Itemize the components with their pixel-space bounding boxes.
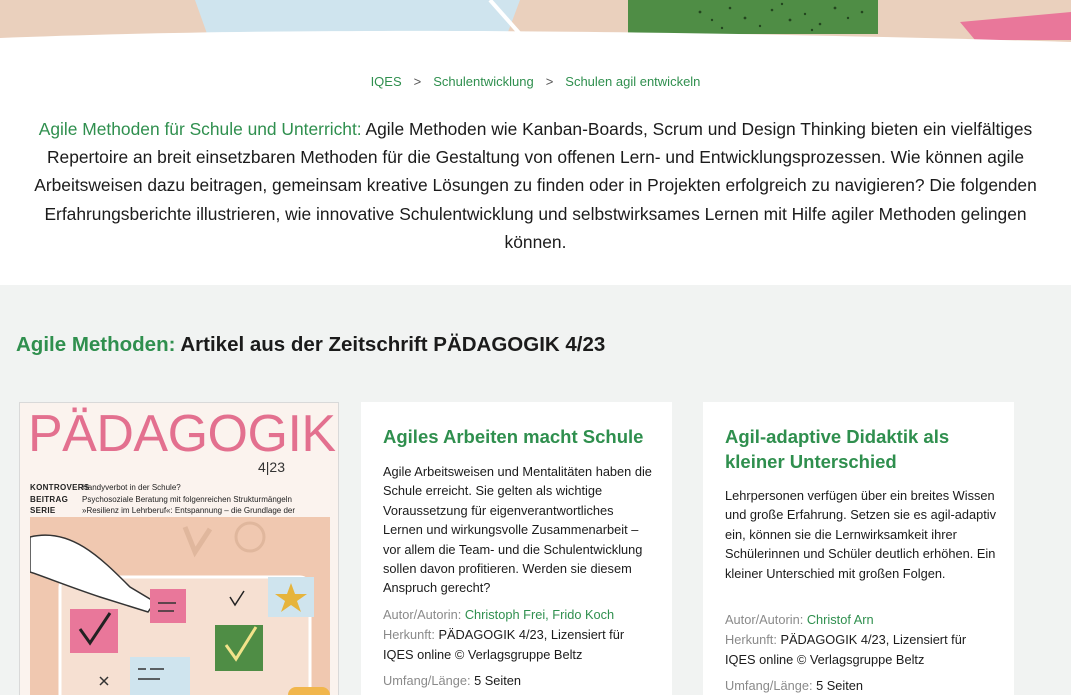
cover-line-tag: SERIE bbox=[30, 506, 56, 515]
cover-line-text: »Resilienz im Lehrberuf«: Entspannung – die Grundlage der bbox=[82, 506, 296, 515]
intro-text: Agile Methoden wie Kanban-Boards, Scrum und Design Thinking bieten ein vielfältiges Repertoire an breit einsetzbaren Methoden für die Gestaltung von offenen Lern- und Entwicklungsprozessen. Wie können agile Arbeitsweisen dazu beitragen, gemeinsam kreative Lösungen zu finden oder in Projekten erfolgreich zu navigieren? Die folgenden Erfahrungsberichte illustrieren, wie innovative Schulentwicklung und selbstwirksames Lernen mit Hilfe agiler Methoden gelingen können. bbox=[34, 119, 1037, 252]
articles-section bbox=[0, 285, 1071, 695]
length-value: 5 Seiten bbox=[474, 673, 522, 688]
source-value: PÄDAGOGIK 4/23, Lizensiert für IQES online © Verlagsgruppe Beltz bbox=[725, 632, 967, 667]
article-meta bbox=[383, 605, 655, 691]
article-card[interactable] bbox=[703, 402, 1014, 695]
length-label: Umfang/Länge: bbox=[383, 673, 471, 688]
breadcrumb-link-iqes[interactable]: IQES bbox=[370, 74, 402, 89]
magazine-issue: 4|23 bbox=[258, 459, 285, 475]
hero-banner-illustration bbox=[0, 0, 1071, 60]
article-meta bbox=[725, 610, 997, 695]
magazine-cover-image[interactable] bbox=[19, 402, 339, 695]
section-heading-text: Artikel aus der Zeitschrift PÄDAGOGIK 4/23 bbox=[175, 333, 606, 356]
length-value: 5 Seiten bbox=[816, 678, 864, 693]
author-label: Autor/Autorin: bbox=[383, 607, 462, 622]
breadcrumb-separator: > bbox=[413, 74, 422, 89]
article-title[interactable]: Agiles Arbeiten macht Schule bbox=[383, 426, 644, 447]
breadcrumb bbox=[0, 74, 1071, 89]
article-teaser: Lehrpersonen verfügen über ein breites Wissen und große Erfahrung. Setzen sie es agil-adaptiv ein, können sie die Lernwirksamkeit ihrer Schülerinnen und Schüler deutlich erhöhen. Ein kleiner Unterschied mit großen Folgen. bbox=[725, 488, 997, 581]
article-teaser: Agile Arbeitsweisen und Mentalitäten haben die Schule erreicht. Sie gelten als wichtige Voraussetzung für eigenverantwortliches Lernen und wirkungsvolle Zusammenarbeit – vor allem die Team- und die Schulentwicklung sollen davon profitieren. Werden sie diesem Anspruch gerecht? bbox=[383, 464, 652, 596]
article-card[interactable] bbox=[361, 402, 672, 695]
section-heading-lead: Agile Methoden: bbox=[16, 333, 176, 356]
article-title[interactable]: Agil-adaptive Didaktik als kleiner Unterschied bbox=[725, 426, 950, 472]
cover-line-text: Handyverbot in der Schule? bbox=[82, 483, 181, 492]
author-link[interactable]: Christof Arn bbox=[806, 612, 874, 627]
length-label: Umfang/Länge: bbox=[725, 678, 813, 693]
breadcrumb-link-schulen-agil[interactable]: Schulen agil entwickeln bbox=[565, 74, 701, 89]
author-label: Autor/Autorin: bbox=[725, 612, 804, 627]
section-heading bbox=[16, 333, 605, 357]
intro-paragraph bbox=[20, 115, 1051, 256]
cover-illustration bbox=[30, 517, 330, 695]
source-label: Herkunft: bbox=[383, 627, 435, 642]
cover-line-text: Psychosoziale Beratung mit folgenreichen Strukturmängeln bbox=[82, 494, 292, 504]
source-value: PÄDAGOGIK 4/23, Lizensiert für IQES online © Verlagsgruppe Beltz bbox=[383, 627, 625, 662]
breadcrumb-link-schulentwicklung[interactable]: Schulentwicklung bbox=[433, 74, 534, 89]
cover-line-tag: KONTROVERS bbox=[30, 483, 90, 492]
source-label: Herkunft: bbox=[725, 632, 777, 647]
intro-lead: Agile Methoden für Schule und Unterricht: bbox=[38, 119, 362, 139]
author-link[interactable]: Christoph Frei, Frido Koch bbox=[464, 607, 615, 622]
cover-line-tag: BEITRAG bbox=[30, 494, 69, 504]
magazine-title: PÄDAGOGIK bbox=[28, 405, 336, 463]
breadcrumb-separator: > bbox=[545, 74, 554, 89]
